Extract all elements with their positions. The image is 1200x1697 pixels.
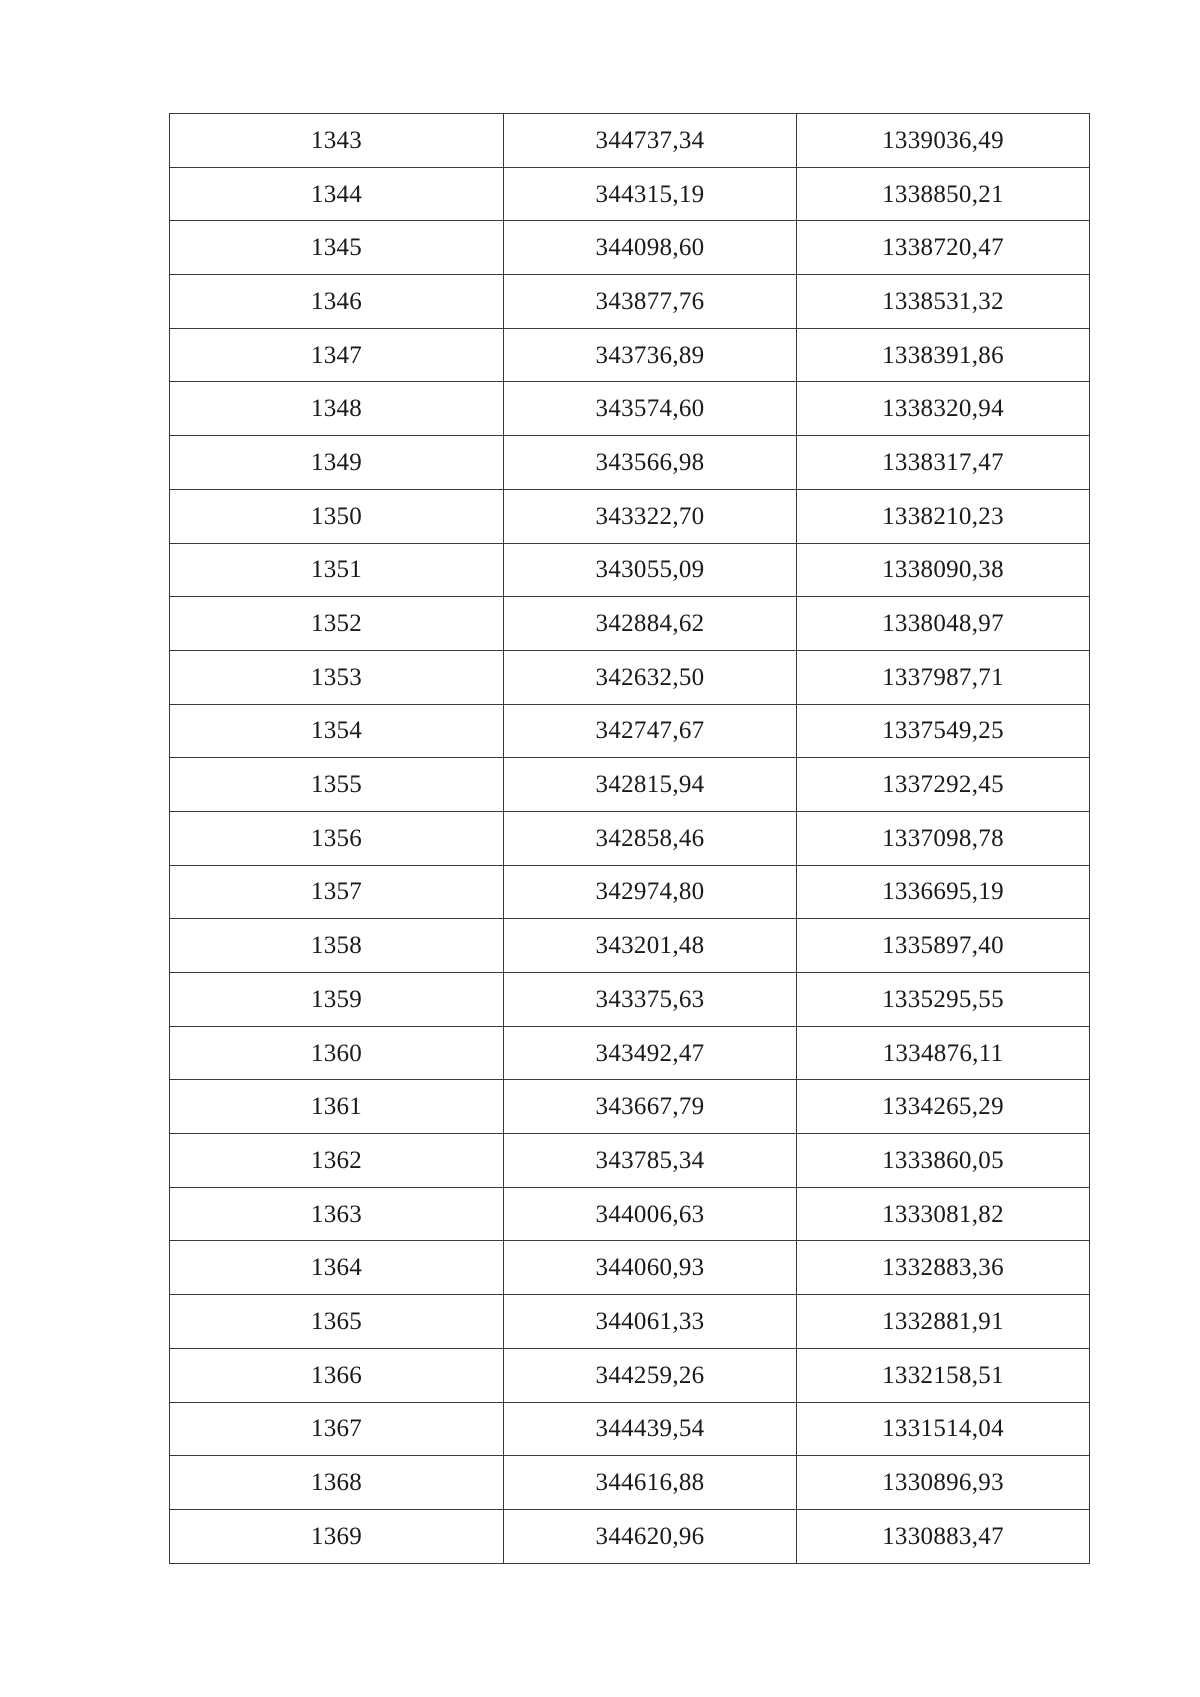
point-number-cell: 1348 — [170, 382, 504, 436]
point-number-cell: 1369 — [170, 1509, 504, 1563]
point-number-cell: 1352 — [170, 597, 504, 651]
table-row — [170, 543, 1090, 597]
point-number-cell: 1355 — [170, 758, 504, 812]
y-coordinate-cell: 1330883,47 — [797, 1509, 1090, 1563]
table-row — [170, 1295, 1090, 1349]
y-coordinate-cell: 1331514,04 — [797, 1402, 1090, 1456]
y-coordinate-cell: 1335295,55 — [797, 973, 1090, 1027]
point-number-cell: 1361 — [170, 1080, 504, 1134]
y-coordinate-cell: 1335897,40 — [797, 919, 1090, 973]
x-coordinate-cell: 342974,80 — [504, 865, 797, 919]
point-number-cell: 1360 — [170, 1026, 504, 1080]
y-coordinate-cell: 1339036,49 — [797, 114, 1090, 168]
x-coordinate-cell: 343492,47 — [504, 1026, 797, 1080]
table-row — [170, 1080, 1090, 1134]
y-coordinate-cell: 1338090,38 — [797, 543, 1090, 597]
y-coordinate-cell: 1336695,19 — [797, 865, 1090, 919]
point-number-cell: 1358 — [170, 919, 504, 973]
point-number-cell: 1343 — [170, 114, 504, 168]
x-coordinate-cell: 342747,67 — [504, 704, 797, 758]
y-coordinate-cell: 1337549,25 — [797, 704, 1090, 758]
point-number-cell: 1349 — [170, 436, 504, 490]
point-number-cell: 1359 — [170, 973, 504, 1027]
table-row — [170, 221, 1090, 275]
x-coordinate-cell: 344098,60 — [504, 221, 797, 275]
table-row — [170, 1026, 1090, 1080]
table-row — [170, 1348, 1090, 1402]
x-coordinate-cell: 344006,63 — [504, 1187, 797, 1241]
table-row — [170, 382, 1090, 436]
point-number-cell: 1347 — [170, 328, 504, 382]
table-row — [170, 650, 1090, 704]
y-coordinate-cell: 1338317,47 — [797, 436, 1090, 490]
y-coordinate-cell: 1338320,94 — [797, 382, 1090, 436]
x-coordinate-cell: 343055,09 — [504, 543, 797, 597]
point-number-cell: 1363 — [170, 1187, 504, 1241]
table-row — [170, 1187, 1090, 1241]
coordinates-table — [169, 113, 1090, 1564]
y-coordinate-cell: 1338048,97 — [797, 597, 1090, 651]
table-row — [170, 275, 1090, 329]
x-coordinate-cell: 344616,88 — [504, 1456, 797, 1510]
y-coordinate-cell: 1337098,78 — [797, 811, 1090, 865]
x-coordinate-cell: 343566,98 — [504, 436, 797, 490]
x-coordinate-cell: 344259,26 — [504, 1348, 797, 1402]
y-coordinate-cell: 1338391,86 — [797, 328, 1090, 382]
x-coordinate-cell: 342815,94 — [504, 758, 797, 812]
y-coordinate-cell: 1338531,32 — [797, 275, 1090, 329]
x-coordinate-cell: 343322,70 — [504, 489, 797, 543]
point-number-cell: 1346 — [170, 275, 504, 329]
point-number-cell: 1344 — [170, 167, 504, 221]
table-row — [170, 865, 1090, 919]
y-coordinate-cell: 1332883,36 — [797, 1241, 1090, 1295]
table-row — [170, 758, 1090, 812]
table-row — [170, 1509, 1090, 1563]
point-number-cell: 1357 — [170, 865, 504, 919]
x-coordinate-cell: 343785,34 — [504, 1134, 797, 1188]
point-number-cell: 1365 — [170, 1295, 504, 1349]
x-coordinate-cell: 344620,96 — [504, 1509, 797, 1563]
point-number-cell: 1364 — [170, 1241, 504, 1295]
table-row — [170, 436, 1090, 490]
x-coordinate-cell: 342884,62 — [504, 597, 797, 651]
y-coordinate-cell: 1337987,71 — [797, 650, 1090, 704]
y-coordinate-cell: 1338210,23 — [797, 489, 1090, 543]
y-coordinate-cell: 1332158,51 — [797, 1348, 1090, 1402]
point-number-cell: 1351 — [170, 543, 504, 597]
y-coordinate-cell: 1333081,82 — [797, 1187, 1090, 1241]
table-row — [170, 597, 1090, 651]
x-coordinate-cell: 343736,89 — [504, 328, 797, 382]
x-coordinate-cell: 344061,33 — [504, 1295, 797, 1349]
table-row — [170, 114, 1090, 168]
x-coordinate-cell: 343667,79 — [504, 1080, 797, 1134]
x-coordinate-cell: 344439,54 — [504, 1402, 797, 1456]
table-row — [170, 1134, 1090, 1188]
x-coordinate-cell: 344737,34 — [504, 114, 797, 168]
y-coordinate-cell: 1338850,21 — [797, 167, 1090, 221]
table-row — [170, 1456, 1090, 1510]
y-coordinate-cell: 1338720,47 — [797, 221, 1090, 275]
table-row — [170, 167, 1090, 221]
table-body — [170, 114, 1090, 1564]
table-row — [170, 328, 1090, 382]
table-row — [170, 489, 1090, 543]
point-number-cell: 1367 — [170, 1402, 504, 1456]
point-number-cell: 1350 — [170, 489, 504, 543]
point-number-cell: 1362 — [170, 1134, 504, 1188]
x-coordinate-cell: 343574,60 — [504, 382, 797, 436]
y-coordinate-cell: 1330896,93 — [797, 1456, 1090, 1510]
point-number-cell: 1353 — [170, 650, 504, 704]
table-row — [170, 1241, 1090, 1295]
x-coordinate-cell: 344315,19 — [504, 167, 797, 221]
x-coordinate-cell: 343375,63 — [504, 973, 797, 1027]
y-coordinate-cell: 1333860,05 — [797, 1134, 1090, 1188]
point-number-cell: 1345 — [170, 221, 504, 275]
point-number-cell: 1356 — [170, 811, 504, 865]
y-coordinate-cell: 1334876,11 — [797, 1026, 1090, 1080]
point-number-cell: 1366 — [170, 1348, 504, 1402]
table-row — [170, 919, 1090, 973]
x-coordinate-cell: 344060,93 — [504, 1241, 797, 1295]
x-coordinate-cell: 343877,76 — [504, 275, 797, 329]
point-number-cell: 1354 — [170, 704, 504, 758]
y-coordinate-cell: 1332881,91 — [797, 1295, 1090, 1349]
y-coordinate-cell: 1337292,45 — [797, 758, 1090, 812]
x-coordinate-cell: 342632,50 — [504, 650, 797, 704]
table-row — [170, 811, 1090, 865]
table-row — [170, 973, 1090, 1027]
point-number-cell: 1368 — [170, 1456, 504, 1510]
table-row — [170, 704, 1090, 758]
table-row — [170, 1402, 1090, 1456]
y-coordinate-cell: 1334265,29 — [797, 1080, 1090, 1134]
x-coordinate-cell: 343201,48 — [504, 919, 797, 973]
x-coordinate-cell: 342858,46 — [504, 811, 797, 865]
